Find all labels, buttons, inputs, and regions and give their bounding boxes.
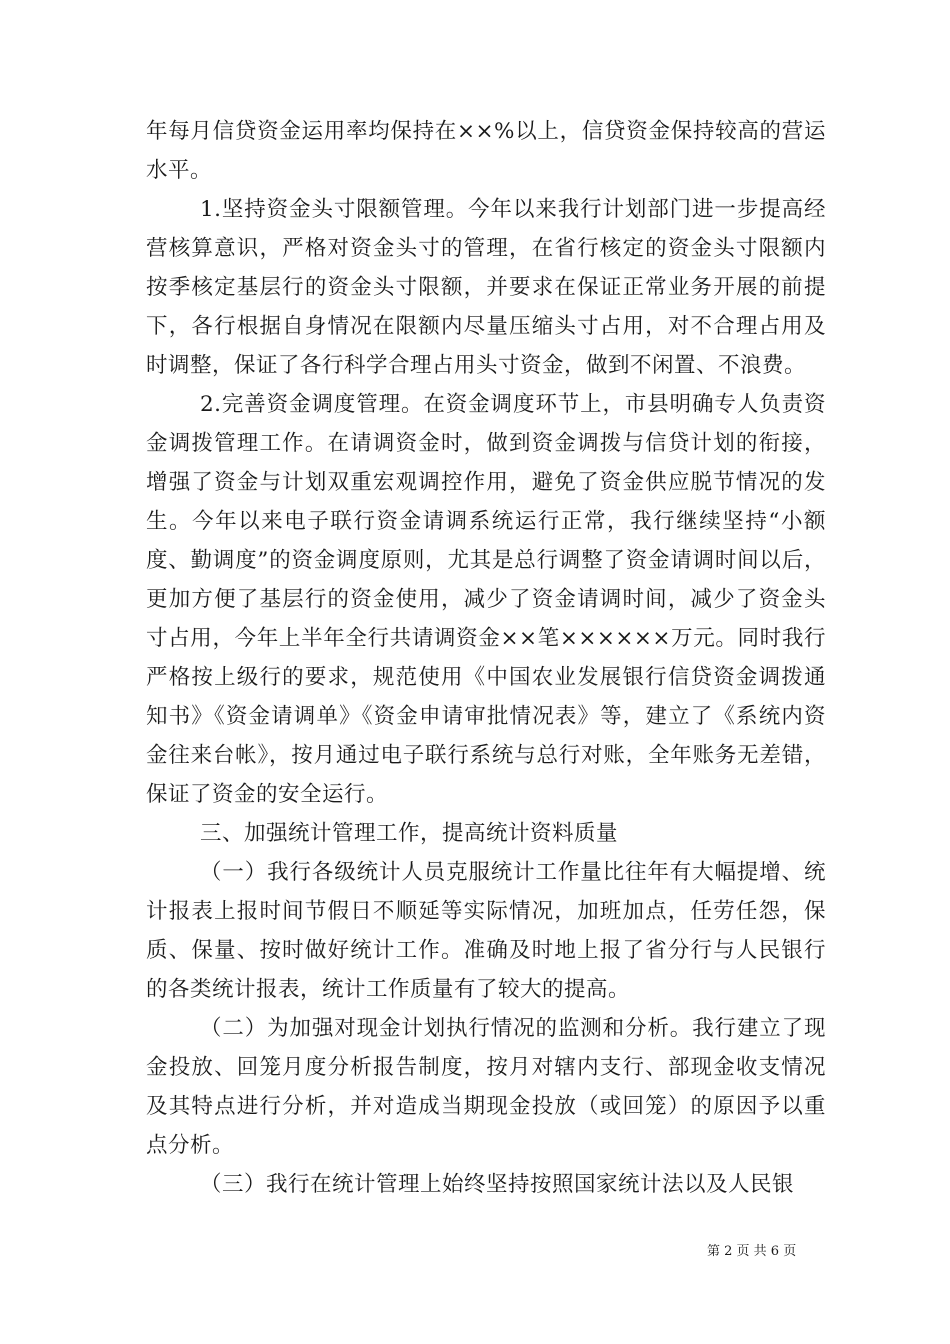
document-body: [146, 112, 826, 1204]
section-heading: 三、加强统计管理工作，提高统计资料质量: [200, 821, 619, 846]
paragraph: （一）我行各级统计人员克服统计工作量比往年有大幅提增、统计报表上报时间节假日不顺延等实际情况，加班加点，任劳任怨，保质、保量、按时做好统计工作。准确及时地上报了省分行与人民银行的各类统计报表，统计工作质量有了较大的提高。: [146, 860, 826, 1002]
paragraph: （三）我行在统计管理上始终坚持按照国家统计法以及人民银: [200, 1172, 795, 1197]
paragraph: 1.坚持资金头寸限额管理。今年以来我行计划部门进一步提高经营核算意识，严格对资金头寸的管理，在省行核定的资金头寸限额内按季核定基层行的资金头寸限额，并要求在保证正常业务开展的前提下，各行根据自身情况在限额内尽量压缩头寸占用，对不合理占用及时调整，保证了各行科学合理占用头寸资金，做到不闲置、不浪费。: [146, 197, 826, 378]
paragraph: 年每月信贷资金运用率均保持在××%以上，信贷资金保持较高的营运水平。: [146, 119, 826, 183]
page-number: 第 2 页 共 6 页: [707, 1244, 797, 1259]
paragraph: 2.完善资金调度管理。在资金调度环节上，市县明确专人负责资金调拨管理工作。在请调资金时，做到资金调拨与信贷计划的衔接，增强了资金与计划双重宏观调控作用，避免了资金供应脱节情况的发生。今年以来电子联行资金请调系统运行正常，我行继续坚持“小额度、勤调度”的资金调度原则，尤其是总行调整了资金请调时间以后，更加方便了基层行的资金使用，减少了资金请调时间，减少了资金头寸占用，今年上半年全行共请调资金××笔××××××万元。同时我行严格按上级行的要求，规范使用《中国农业发展银行信贷资金调拨通知书》《资金请调单》《资金申请审批情况表》等，建立了《系统内资金往来台帐》，按月通过电子联行系统与总行对账，全年账务无差错，保证了资金的安全运行。: [146, 392, 826, 807]
paragraph: （二）为加强对现金计划执行情况的监测和分析。我行建立了现金投放、回笼月度分析报告制度，按月对辖内支行、部现金收支情况及其特点进行分析，并对造成当期现金投放（或回笼）的原因予以重点分析。: [146, 1016, 826, 1158]
